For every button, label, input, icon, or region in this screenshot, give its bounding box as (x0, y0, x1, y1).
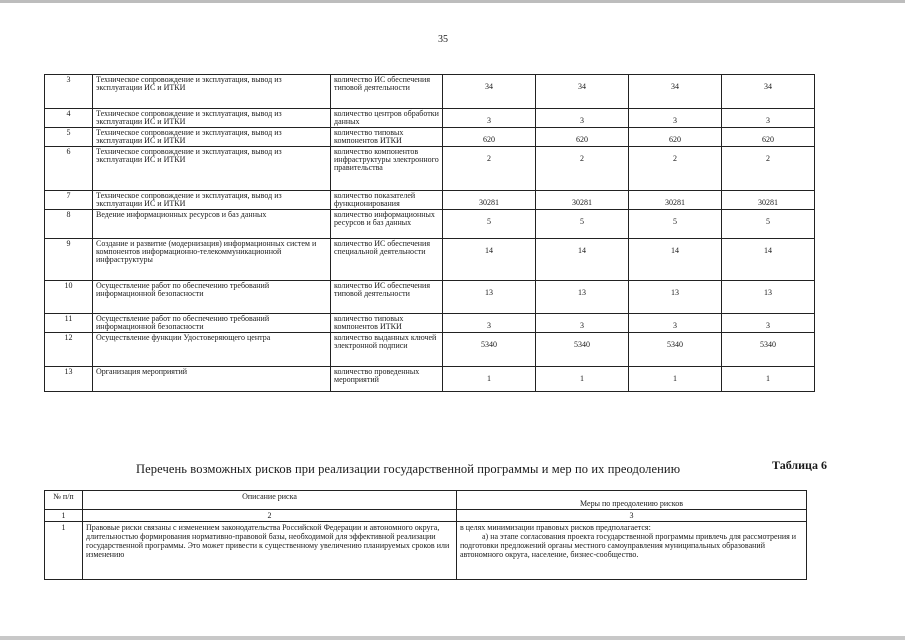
value-col-4: 5 (722, 210, 815, 239)
risks-table (44, 490, 807, 580)
row-number: 3 (45, 75, 93, 109)
value-col-4: 34 (722, 75, 815, 109)
value-col-4: 3 (722, 314, 815, 333)
row-number: 8 (45, 210, 93, 239)
value-col-1: 5340 (443, 333, 536, 367)
value-col-2: 3 (536, 109, 629, 128)
risk-row-num: 1 (45, 522, 83, 580)
indicator-name: количество информационных ресурсов и баз данных (331, 210, 443, 239)
table-row (45, 210, 815, 239)
event-description: Создание и развитие (модернизация) информационных систем и компонентов информационно-телекоммуникационной инфраструктуры (93, 239, 331, 281)
value-col-4: 1 (722, 367, 815, 392)
scan-edge-top (0, 0, 905, 3)
value-col-3: 620 (629, 128, 722, 147)
value-col-4: 620 (722, 128, 815, 147)
table-row (45, 191, 815, 210)
value-col-3: 5340 (629, 333, 722, 367)
column-number-1: 1 (45, 510, 83, 522)
value-col-2: 30281 (536, 191, 629, 210)
value-col-2: 13 (536, 281, 629, 314)
table-row (45, 75, 815, 109)
indicators-table (44, 74, 815, 392)
risk-measures (457, 522, 807, 580)
header-num: № п/п (45, 491, 83, 510)
value-col-4: 14 (722, 239, 815, 281)
row-number: 4 (45, 109, 93, 128)
page-number: 35 (438, 34, 448, 45)
value-col-2: 1 (536, 367, 629, 392)
value-col-3: 14 (629, 239, 722, 281)
value-col-4: 13 (722, 281, 815, 314)
value-col-3: 2 (629, 147, 722, 191)
event-description: Техническое сопровождение и эксплуатация, вывод из эксплуатации ИС и ИТКИ (93, 147, 331, 191)
event-description: Осуществление функции Удостоверяющего центра (93, 333, 331, 367)
indicator-name: количество показателей функционирования (331, 191, 443, 210)
indicator-name: количество ИС обеспечения типовой деятельности (331, 75, 443, 109)
indicator-name: количество компонентов инфраструктуры электронного правительства (331, 147, 443, 191)
table-row (45, 109, 815, 128)
header-description: Описание риска (83, 491, 457, 510)
risk-row (45, 522, 807, 580)
risks-title: Перечень возможных рисков при реализации государственной программы и мер по их преодолению (136, 462, 681, 476)
event-description: Техническое сопровождение и эксплуатация, вывод из эксплуатации ИС и ИТКИ (93, 191, 331, 210)
row-number: 6 (45, 147, 93, 191)
value-col-4: 5340 (722, 333, 815, 367)
value-col-1: 3 (443, 314, 536, 333)
indicator-name: количество типовых компонентов ИТКИ (331, 314, 443, 333)
event-description: Техническое сопровождение и эксплуатация, вывод из эксплуатации ИС и ИТКИ (93, 128, 331, 147)
table-row (45, 333, 815, 367)
indicator-name: количество проведенных мероприятий (331, 367, 443, 392)
value-col-3: 34 (629, 75, 722, 109)
column-number-3: 3 (457, 510, 807, 522)
indicator-name: количество выданных ключей электронной подписи (331, 333, 443, 367)
row-number: 13 (45, 367, 93, 392)
value-col-4: 30281 (722, 191, 815, 210)
value-col-2: 14 (536, 239, 629, 281)
value-col-1: 14 (443, 239, 536, 281)
row-number: 12 (45, 333, 93, 367)
value-col-3: 5 (629, 210, 722, 239)
value-col-2: 5 (536, 210, 629, 239)
indicator-name: количество ИС обеспечения специальной деятельности (331, 239, 443, 281)
table-row (45, 314, 815, 333)
row-number: 11 (45, 314, 93, 333)
scan-edge-bottom (0, 636, 905, 640)
value-col-3: 13 (629, 281, 722, 314)
table-row (45, 147, 815, 191)
risk-description: Правовые риски связаны с изменением законодательства Российской Федерации и автономного округа, длительностью формирования нормативно-правовой базы, необходимой для эффективной реализации государственной программы. Это может привести к существенному увеличению планируемых сроков или изменению (83, 522, 457, 580)
event-description: Осуществление работ по обеспечению требований информационной безопасности (93, 281, 331, 314)
table-row (45, 239, 815, 281)
value-col-1: 3 (443, 109, 536, 128)
value-col-1: 30281 (443, 191, 536, 210)
value-col-4: 2 (722, 147, 815, 191)
indicator-name: количество типовых компонентов ИТКИ (331, 128, 443, 147)
value-col-2: 620 (536, 128, 629, 147)
row-number: 10 (45, 281, 93, 314)
table-row (45, 281, 815, 314)
row-number: 5 (45, 128, 93, 147)
value-col-2: 2 (536, 147, 629, 191)
value-col-3: 3 (629, 314, 722, 333)
event-description: Техническое сопровождение и эксплуатация, вывод из эксплуатации ИС и ИТКИ (93, 75, 331, 109)
value-col-2: 5340 (536, 333, 629, 367)
risk-measures-item: а) на этапе согласования проекта государственной программы привлечь для рассмотрения и подготовки предложений органы местного самоуправления муниципальных образований автономного округа, население, бизнес-сообщество. (460, 532, 797, 559)
value-col-2: 3 (536, 314, 629, 333)
table-row (45, 367, 815, 392)
value-col-1: 5 (443, 210, 536, 239)
value-col-1: 34 (443, 75, 536, 109)
indicators-table-body (45, 75, 815, 392)
header-measures: Меры по преодолению рисков (457, 491, 807, 510)
value-col-2: 34 (536, 75, 629, 109)
event-description: Организация мероприятий (93, 367, 331, 392)
table-row (45, 128, 815, 147)
event-description: Ведение информационных ресурсов и баз данных (93, 210, 331, 239)
row-number: 7 (45, 191, 93, 210)
event-description: Техническое сопровождение и эксплуатация, вывод из эксплуатации ИС и ИТКИ (93, 109, 331, 128)
value-col-4: 3 (722, 109, 815, 128)
event-description: Осуществление работ по обеспечению требований информационной безопасности (93, 314, 331, 333)
risks-column-number-row (45, 510, 807, 522)
value-col-1: 2 (443, 147, 536, 191)
value-col-1: 13 (443, 281, 536, 314)
value-col-3: 30281 (629, 191, 722, 210)
value-col-1: 1 (443, 367, 536, 392)
risks-header-row (45, 491, 807, 510)
column-number-2: 2 (83, 510, 457, 522)
row-number: 9 (45, 239, 93, 281)
value-col-3: 3 (629, 109, 722, 128)
table-label: Таблица 6 (772, 458, 827, 472)
indicator-name: количество центров обработки данных (331, 109, 443, 128)
risk-measures-intro: в целях минимизации правовых рисков предполагается: (460, 523, 651, 532)
value-col-3: 1 (629, 367, 722, 392)
value-col-1: 620 (443, 128, 536, 147)
indicator-name: количество ИС обеспечения типовой деятельности (331, 281, 443, 314)
